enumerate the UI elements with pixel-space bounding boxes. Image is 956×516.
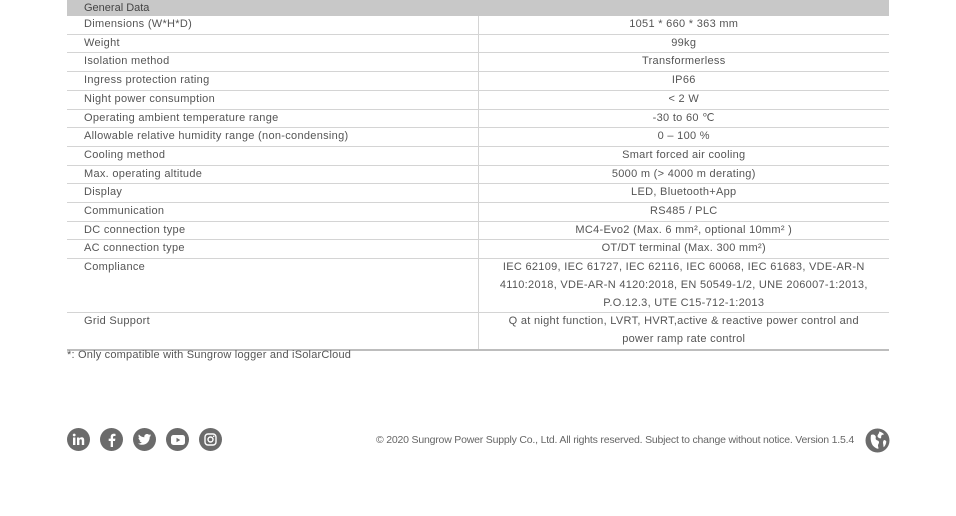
row-label: Ingress protection rating [67, 72, 478, 91]
row-label: Communication [67, 203, 478, 222]
row-value: OT/DT terminal (Max. 300 mm²) [478, 240, 889, 259]
table-row [67, 16, 889, 34]
row-value: 5000 m (> 4000 m derating) [478, 165, 889, 184]
table-row [67, 203, 889, 222]
row-value: LED, Bluetooth+App [478, 184, 889, 203]
row-value: 1051 * 660 * 363 mm [478, 16, 889, 34]
row-value [478, 313, 889, 350]
row-value [478, 259, 889, 313]
table-row [67, 259, 889, 313]
table-row [67, 313, 889, 350]
value-line: Q at night function, LVRT, HVRT,active & reactive power control and [508, 315, 859, 328]
row-label: Weight [67, 34, 478, 53]
table-row [67, 128, 889, 147]
row-value: 99kg [478, 34, 889, 53]
row-value: 0 – 100 % [478, 128, 889, 147]
row-label: Dimensions (W*H*D) [67, 16, 478, 34]
row-label: Max. operating altitude [67, 165, 478, 184]
row-label: Allowable relative humidity range (non-condensing) [67, 128, 478, 147]
row-label: Grid Support [67, 313, 478, 350]
facebook-icon[interactable] [100, 428, 123, 451]
row-value: Transformerless [478, 53, 889, 72]
row-label: Cooling method [67, 146, 478, 165]
table-row [67, 184, 889, 203]
table-row [67, 240, 889, 259]
table-row [67, 72, 889, 91]
table-row [67, 109, 889, 128]
row-label: Operating ambient temperature range [67, 109, 478, 128]
table-row [67, 221, 889, 240]
row-value: Smart forced air cooling [478, 146, 889, 165]
row-value: IP66 [478, 72, 889, 91]
table-row [67, 53, 889, 72]
value-line: 4110:2018, VDE-AR-N 4120:2018, EN 50549-1/2, UNE 206007-1:2013, [499, 278, 868, 291]
footnote: *: Only compatible with Sungrow logger and iSolarCloud [67, 349, 352, 361]
value-line: power ramp rate control [622, 332, 746, 345]
social-links [67, 428, 222, 451]
twitter-icon[interactable] [133, 428, 156, 451]
general-data-table [67, 0, 889, 351]
row-label: AC connection type [67, 240, 478, 259]
table-row [67, 90, 889, 109]
section-header: General Data [67, 0, 889, 16]
row-label: Isolation method [67, 53, 478, 72]
row-label: Compliance [67, 259, 478, 313]
row-label: Display [67, 184, 478, 203]
row-value: < 2 W [478, 90, 889, 109]
youtube-icon[interactable] [166, 428, 189, 451]
copyright-notice: © 2020 Sungrow Power Supply Co., Ltd. All rights reserved. Subject to change without notice. Version 1.5.4 [376, 434, 854, 446]
table-row [67, 34, 889, 53]
row-value: RS485 / PLC [478, 203, 889, 222]
table-row [67, 165, 889, 184]
row-label: Night power consumption [67, 90, 478, 109]
linkedin-icon[interactable] [67, 428, 90, 451]
value-line: P.O.12.3, UTE C15-712-1:2013 [603, 296, 765, 309]
row-value: MC4-Evo2 (Max. 6 mm², optional 10mm² ) [478, 221, 889, 240]
row-label: DC connection type [67, 221, 478, 240]
instagram-icon[interactable] [199, 428, 222, 451]
row-value: -30 to 60 ℃ [478, 109, 889, 128]
value-line: IEC 62109, IEC 61727, IEC 62116, IEC 60068, IEC 61683, VDE-AR-N [502, 261, 865, 274]
table-row [67, 146, 889, 165]
globe-icon[interactable] [865, 428, 890, 453]
